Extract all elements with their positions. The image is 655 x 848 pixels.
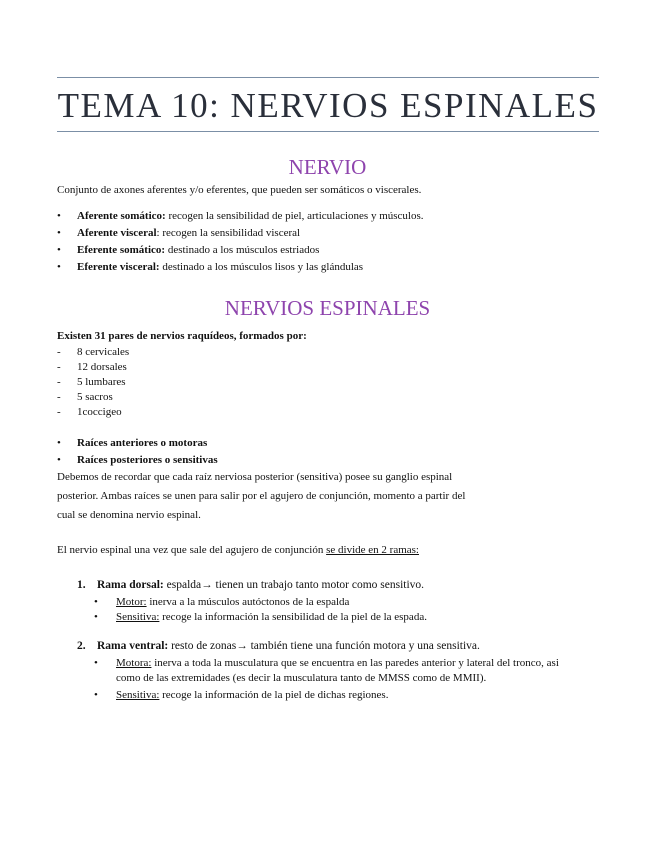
list-item: - 12 dorsales [57, 361, 127, 373]
title-top-rule [57, 77, 599, 78]
list-item: • Sensitiva: recoge la información de la piel de dichas regiones. [94, 689, 389, 701]
list-item: • Raíces posteriores o sensitivas [57, 454, 218, 466]
bullet-icon: • [57, 227, 61, 239]
list-item: • Aferente visceral: recogen la sensibilidad visceral [57, 227, 301, 239]
paragraph-line: posterior. Ambas raíces se unen para salir por el agujero de conjunción, momento a partir del [57, 490, 466, 502]
section-heading-nervios-espinales: NERVIOS ESPINALES [224, 296, 431, 320]
list-item: • Eferente visceral: destinado a los músculos lisos y las glándulas [57, 261, 364, 273]
nervio-intro: Conjunto de axones aferentes y/o eferentes, que pueden ser somáticos o viscerales. [57, 184, 422, 196]
list-item: - 1coccigeo [57, 406, 122, 418]
bullet-icon: • [94, 657, 98, 669]
section-heading-nervio: NERVIO [288, 155, 367, 179]
bullet-icon: • [57, 437, 61, 449]
bullet-icon: • [57, 244, 61, 256]
list-item: • Motora: inerva a toda la musculatura que se encuentra en las paredes anterior y lateral del tronco, asi [94, 657, 559, 669]
list-item: - 5 lumbares [57, 376, 126, 388]
list-item: - 5 sacros [57, 391, 113, 403]
list-item: • Aferente somático: recogen la sensibilidad de piel, articulaciones y músculos. [57, 210, 424, 222]
list-item: • Sensitiva: recoge la información la sensibilidad de la piel de la espada. [94, 611, 427, 623]
page-title: TEMA 10: NERVIOS ESPINALES [57, 86, 599, 125]
branch-item: 2. Rama ventral: resto de zonas→ también tiene una función motora y una sensitiva. [77, 640, 480, 652]
list-item: • Eferente somático: destinado a los músculos estriados [57, 244, 320, 256]
list-item: • Raíces anteriores o motoras [57, 437, 208, 449]
list-item: - 8 cervicales [57, 346, 130, 358]
bullet-icon: • [94, 611, 98, 623]
bullet-icon: • [94, 689, 98, 701]
list-item: • Motor: inerva a la músculos autóctonos de la espalda [94, 596, 350, 608]
bullet-icon: • [57, 454, 61, 466]
bullet-icon: • [57, 210, 61, 222]
paragraph-line: Debemos de recordar que cada raíz nerviosa posterior (sensitiva) posee su ganglio espinal [57, 471, 453, 483]
bullet-icon: • [57, 261, 61, 273]
branch-item: 1. Rama dorsal: espalda→ tienen un trabajo tanto motor como sensitivo. [77, 579, 425, 591]
paragraph-line: cual se denomina nervio espinal. [57, 509, 201, 521]
bullet-icon: • [94, 596, 98, 608]
branch-intro: El nervio espinal una vez que sale del agujero de conjunción se divide en 2 ramas: [57, 544, 419, 556]
list-item-continuation: como de las extremidades (es decir la musculatura tanto de MMSS como de MMII). [116, 672, 487, 684]
title-bottom-rule [57, 131, 599, 132]
pairs-intro: Existen 31 pares de nervios raquídeos, formados por: [57, 330, 307, 342]
